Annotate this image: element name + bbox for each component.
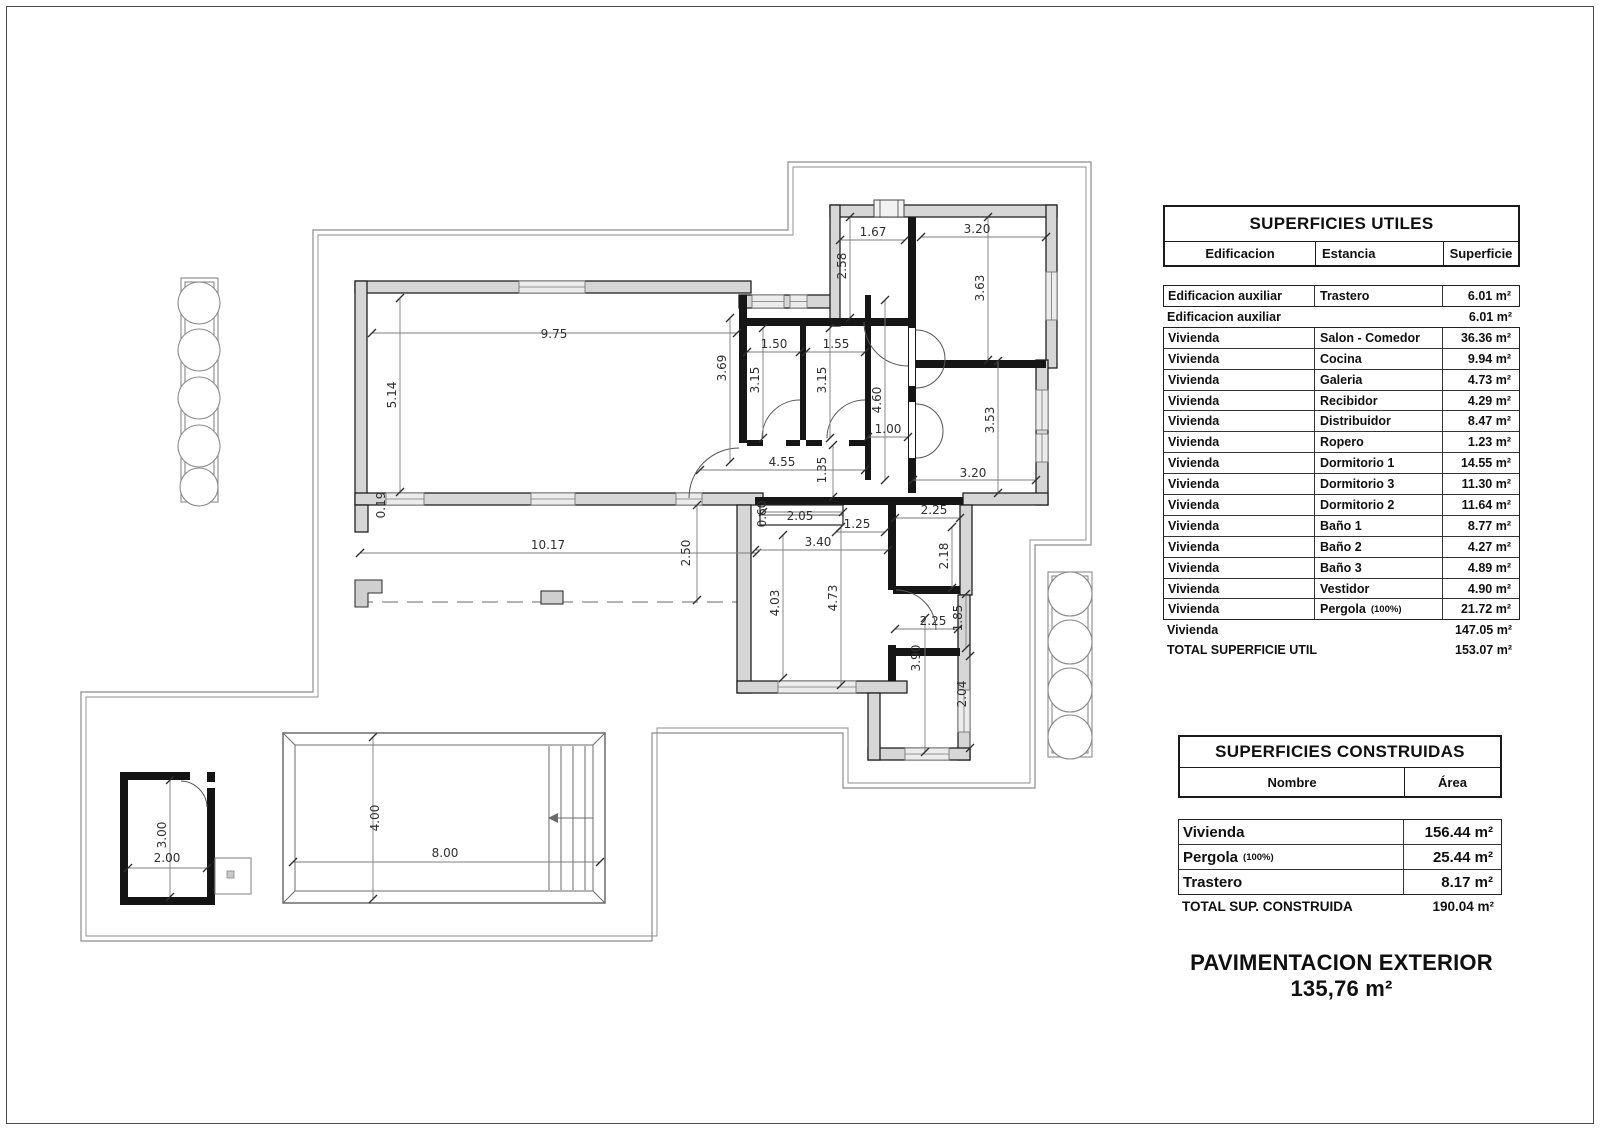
cell: Baño 2	[1314, 537, 1442, 557]
column-header: Edificacion	[1205, 246, 1275, 261]
table-row	[1179, 820, 1501, 844]
table-title: SUPERFICIES UTILES	[1165, 207, 1518, 242]
table-row	[1164, 348, 1519, 369]
cell: Distribuidor	[1314, 411, 1442, 431]
table-row	[1164, 598, 1519, 619]
cell: 11.64 m²	[1442, 495, 1519, 515]
summary-value: 190.04 m²	[1432, 898, 1494, 914]
cell: Galeria	[1314, 370, 1442, 390]
table-row	[1164, 473, 1519, 494]
exterior-walls	[355, 205, 1057, 760]
dimension-label: 1.55	[822, 337, 850, 351]
dimension-label: 1.25	[843, 517, 871, 531]
table-row	[1179, 844, 1501, 869]
swimming-pool	[283, 733, 605, 903]
cell: Vivienda	[1168, 581, 1220, 596]
summary-row	[1163, 307, 1520, 327]
cell: Trastero	[1314, 286, 1442, 306]
table-section	[1163, 285, 1520, 307]
cell: Dormitorio 2	[1314, 495, 1442, 515]
cell: 1.23 m²	[1442, 432, 1519, 452]
cell: Vivienda	[1168, 497, 1220, 512]
table-header	[1178, 735, 1502, 798]
table-row	[1164, 431, 1519, 452]
table-row	[1164, 536, 1519, 557]
column-header: Estancia	[1315, 242, 1443, 265]
door-arc	[762, 400, 800, 438]
cell: Dormitorio 1	[1314, 453, 1442, 473]
cell: Vivienda	[1168, 393, 1220, 408]
column-header: Superficie	[1443, 242, 1518, 265]
dimension-label: 2.04	[955, 680, 969, 708]
dimension-label: 4.55	[768, 455, 796, 469]
summary-label: TOTAL SUP. CONSTRUIDA	[1182, 898, 1353, 914]
cell: Baño 1	[1314, 516, 1442, 536]
door-arc	[827, 400, 865, 438]
cell: 4.90 m²	[1442, 579, 1519, 599]
summary-value: 6.01 m²	[1468, 309, 1512, 324]
column-header: Área	[1404, 768, 1500, 796]
cell: Trastero	[1183, 873, 1243, 891]
cell: Vivienda	[1168, 456, 1220, 471]
dimension-label: 2.25	[919, 614, 947, 628]
tree-icon	[178, 282, 220, 324]
tree-icon	[1048, 715, 1092, 759]
cell: 14.55 m²	[1442, 453, 1519, 473]
dimension-label: 2.18	[937, 542, 951, 570]
pergola-pillar	[355, 580, 382, 607]
dimension-label: 1.35	[815, 456, 829, 484]
dimension-label: 4.00	[368, 804, 382, 832]
cell: 8.77 m²	[1442, 516, 1519, 536]
cell: Vivienda	[1168, 477, 1220, 492]
table-row	[1164, 328, 1519, 348]
table-section	[1178, 819, 1502, 895]
pergola	[355, 580, 737, 607]
dimension-label: 8.00	[431, 846, 459, 860]
dimension-label: 2.00	[153, 851, 181, 865]
summary-row	[1163, 640, 1520, 660]
cell: Salon - Comedor	[1314, 328, 1442, 348]
cell: 4.29 m²	[1442, 391, 1519, 411]
cell: 8.17 m²	[1403, 870, 1501, 894]
cell: Vivienda	[1168, 330, 1220, 345]
table-row	[1164, 390, 1519, 411]
superficies-utiles-table	[1163, 205, 1520, 660]
dimension-label: 3.90	[909, 644, 923, 672]
dimension-label: 2.05	[786, 509, 814, 523]
cell: 156.44 m²	[1403, 820, 1501, 844]
cell: 11.30 m²	[1442, 474, 1519, 494]
cell: 6.01 m²	[1442, 286, 1519, 306]
door-arc	[916, 330, 945, 388]
cell: 36.36 m²	[1442, 328, 1519, 348]
cell: Vivienda	[1168, 539, 1220, 554]
cell: Edificacion auxiliar	[1168, 288, 1282, 303]
summary-value: 153.07 m²	[1455, 643, 1512, 658]
table-row	[1164, 578, 1519, 599]
cell: Vivienda	[1168, 351, 1220, 366]
dimension-label: 3.40	[804, 535, 832, 549]
planter-left	[178, 278, 220, 506]
cell: Vivienda	[1168, 414, 1220, 429]
dimension-label: 1.67	[859, 225, 887, 239]
trastero-building	[120, 772, 251, 905]
table-header	[1163, 205, 1520, 267]
dimension-label: 3.53	[983, 406, 997, 434]
door-arc	[916, 404, 943, 458]
cell: Pergola (100%)	[1183, 848, 1274, 866]
summary-label: Edificacion auxiliar	[1167, 309, 1281, 324]
summary-label: TOTAL SUPERFICIE UTIL	[1167, 643, 1318, 658]
dimension-label: 3.69	[715, 354, 729, 382]
table-row	[1164, 494, 1519, 515]
cell: Vestidor	[1314, 579, 1442, 599]
cell: 4.89 m²	[1442, 558, 1519, 578]
superficies-construidas-table	[1178, 735, 1502, 917]
dimension-label: 4.60	[870, 386, 884, 414]
tree-icon	[178, 329, 220, 371]
dimension-label: 4.73	[826, 584, 840, 612]
cell: Vivienda	[1168, 518, 1220, 533]
table-title: SUPERFICIES CONSTRUIDAS	[1180, 737, 1500, 768]
table-body	[1163, 285, 1520, 660]
table-body	[1178, 819, 1502, 917]
summary-row	[1163, 620, 1520, 640]
dimension-label: 3.00	[155, 821, 169, 849]
dimension-label: 3.15	[815, 366, 829, 394]
table-row	[1164, 286, 1519, 306]
tree-icon	[1048, 572, 1092, 616]
cell: 25.44 m²	[1403, 845, 1501, 869]
dimension-label: 2.50	[679, 539, 693, 567]
dimension-label: 9.75	[540, 327, 568, 341]
pavimentacion-note: PAVIMENTACION EXTERIOR 135,76 m²	[1190, 950, 1493, 1001]
dimension-label: 1.50	[760, 337, 788, 351]
tree-icon	[180, 468, 218, 506]
cell: Cocina	[1314, 349, 1442, 369]
dimension-label: 2.25	[920, 503, 948, 517]
tree-icon	[178, 377, 220, 419]
cell: 4.73 m²	[1442, 370, 1519, 390]
tree-icon	[178, 425, 220, 467]
cell: 21.72 m²	[1442, 599, 1519, 619]
pergola-pillar	[541, 591, 563, 604]
summary-label: Vivienda	[1167, 623, 1219, 638]
cell: Ropero	[1314, 432, 1442, 452]
dimension-label: 4.03	[768, 589, 782, 617]
summary-value: 147.05 m²	[1455, 623, 1512, 638]
cell: Vivienda	[1168, 372, 1220, 387]
dimension-label: 3.63	[973, 274, 987, 302]
dimension-label: 2.58	[835, 252, 849, 280]
summary-row	[1178, 895, 1502, 917]
table-row	[1164, 410, 1519, 431]
dimension-label: 3.20	[963, 222, 991, 236]
dimension-label: 1.85	[951, 604, 965, 632]
dimension-label: 10.17	[530, 538, 566, 552]
tree-icon	[1048, 620, 1092, 664]
dimension-label: 1.00	[874, 422, 902, 436]
planter-right	[1048, 572, 1092, 759]
dimension-label: 5.14	[385, 381, 399, 409]
cell: Vivienda	[1168, 602, 1220, 617]
cell: 9.94 m²	[1442, 349, 1519, 369]
tree-icon	[1048, 668, 1092, 712]
cell: Vivienda	[1168, 435, 1220, 450]
table-row	[1179, 869, 1501, 894]
cell: 4.27 m²	[1442, 537, 1519, 557]
dimension-label: 3.20	[959, 466, 987, 480]
cell: Recibidor	[1314, 391, 1442, 411]
table-row	[1164, 452, 1519, 473]
table-row	[1164, 557, 1519, 578]
dimension-label: 3.15	[748, 366, 762, 394]
interior-walls	[739, 217, 1046, 681]
cell: Pergola (100%)	[1314, 599, 1442, 619]
cell: Baño 3	[1314, 558, 1442, 578]
table-section	[1163, 327, 1520, 620]
chimney	[874, 200, 904, 217]
table-row	[1164, 515, 1519, 536]
cell: 8.47 m²	[1442, 411, 1519, 431]
cell: Vivienda	[1168, 560, 1220, 575]
cell: Vivienda	[1183, 823, 1245, 841]
column-header: Nombre	[1267, 774, 1317, 790]
dimension-label: 0.60	[755, 500, 769, 528]
table-row	[1164, 369, 1519, 390]
dimension-label: 0.19	[374, 491, 388, 519]
cell: Dormitorio 3	[1314, 474, 1442, 494]
